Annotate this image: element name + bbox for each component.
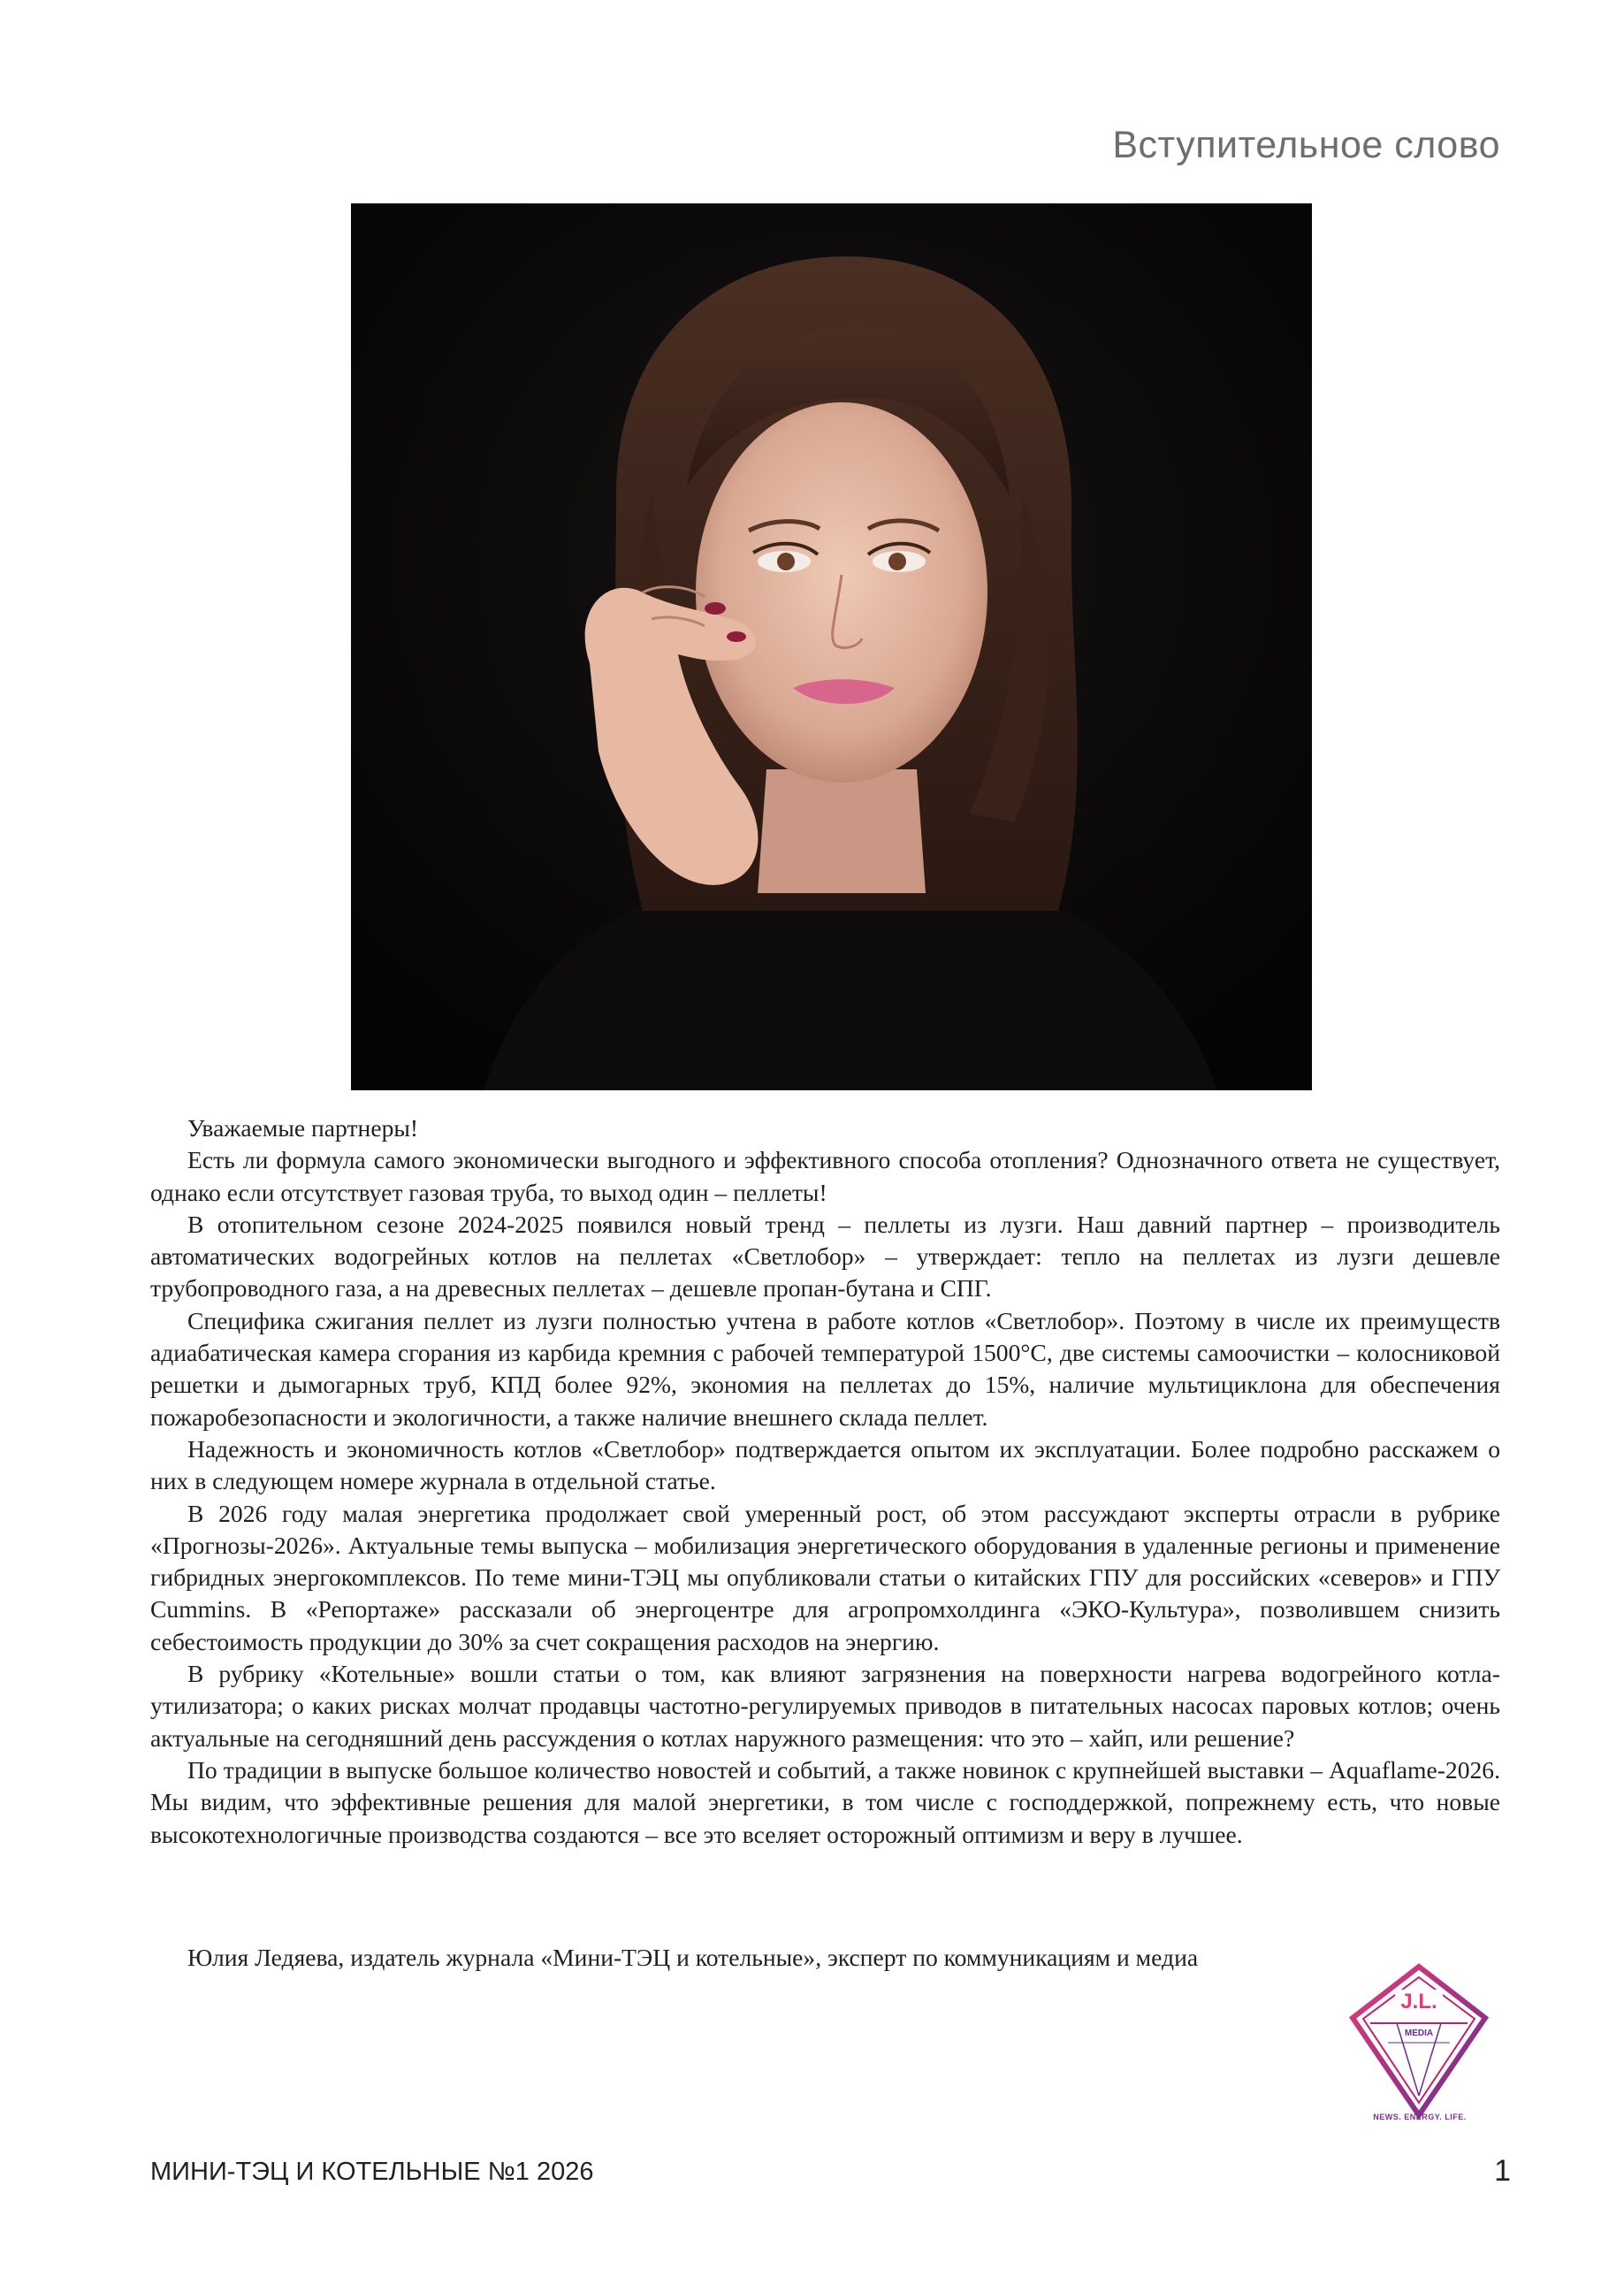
author-signature: Юлия Ледяева, издатель журнала «Мини-ТЭЦ и котельные», эксперт по коммуникациям и медиа	[187, 1944, 1199, 1971]
editorial-text	[150, 1112, 1500, 1851]
journal-footer: МИНИ-ТЭЦ И КОТЕЛЬНЫЕ №1 2026	[150, 2158, 594, 2186]
article-paragraph: В 2026 году малая энергетика продолжает свой умеренный рост, об этом рассуждают эксперты отрасли в рубрике «Прогнозы-2026». Актуальные темы выпуска – мобилизация энергетического оборудования в удаленные регионы и применение гибридных энергокомплексов. По теме мини-ТЭЦ мы опубликовали статьи о китайских ГПУ для российских «северов» и ГПУ Cummins. В «Репортаже» рассказали об энергоцентре для агропромхолдинга «ЭКО-Культура», позволившем снизить себестоимость продукции до 30% за счет сокращения расходов на энергию.	[150, 1499, 1500, 1655]
jl-media-logo	[1344, 1963, 1494, 2122]
article-paragraph: В отопительном сезоне 2024-2025 появился новый тренд – пеллеты из лузги. Наш давний партнер – производитель автоматических водогрейных котлов на пеллетах «Светлобор» – утверждает: тепло на пеллетах из лузги дешевле трубопроводного газа, а на древесных пеллетах – дешевле пропан-бутана и СПГ.	[150, 1210, 1500, 1303]
article-paragraph: Надежность и экономичность котлов «Светлобор» подтверждается опытом их эксплуатации. Более подробно расскажем о них в следующем номере журнала в отдельной статье.	[150, 1434, 1500, 1495]
logo-tagline: NEWS. ENERGY. LIFE.	[1373, 2113, 1467, 2121]
page-number: 1	[1494, 2154, 1511, 2188]
logo-initials: J.L.	[1400, 1990, 1437, 2013]
logo-subtext: MEDIA	[1404, 2029, 1434, 2038]
greeting: Уважаемые партнеры!	[187, 1114, 419, 1142]
article-paragraph: В рубрику «Котельные» вошли статьи о том, как влияют загрязнения на поверхности нагрева водогрейного котла-утилизатора; о каких рисках молчат продавцы частотно-регулируемых приводов в питательных насосах паровых котлов; очень актуальные на сегодняшний день рассуждения о котлах наружного размещения: что это – хайп, или решение?	[150, 1660, 1500, 1752]
article-paragraph: Специфика сжигания пеллет из лузги полностью учтена в работе котлов «Светлобор». Поэтому в числе их преимуществ адиабатическая камера сгорания из карбида кремния с рабочей температурой 1500°С, две системы самоочистки – колосниковой решетки и дымогарных труб, КПД более 92%, экономия на пеллетах до 15%, наличие мультициклона для обеспечения пожаробезопасности и экологичности, а также наличие внешнего склада пеллет.	[150, 1306, 1500, 1431]
portrait-photo	[351, 203, 1312, 1090]
article-paragraph: По традиции в выпуске большое количество новостей и событий, а также новинок с крупнейшей выставки – Aquaflame-2026. Мы видим, что эффективные решения для малой энергетики, в том числе с господдержкой, попрежнему есть, что новые высокотехнологичные производства создаются – все это вселяет осторожный оптимизм и веру в лучшее.	[150, 1755, 1500, 1848]
section-title: Вступительное слово	[1112, 124, 1500, 166]
article-paragraph: Есть ли формула самого экономически выгодного и эффективного способа отопления? Однозначного ответа не существует, однако если отсутствует газовая труба, то выход один – пеллеты!	[150, 1146, 1500, 1206]
